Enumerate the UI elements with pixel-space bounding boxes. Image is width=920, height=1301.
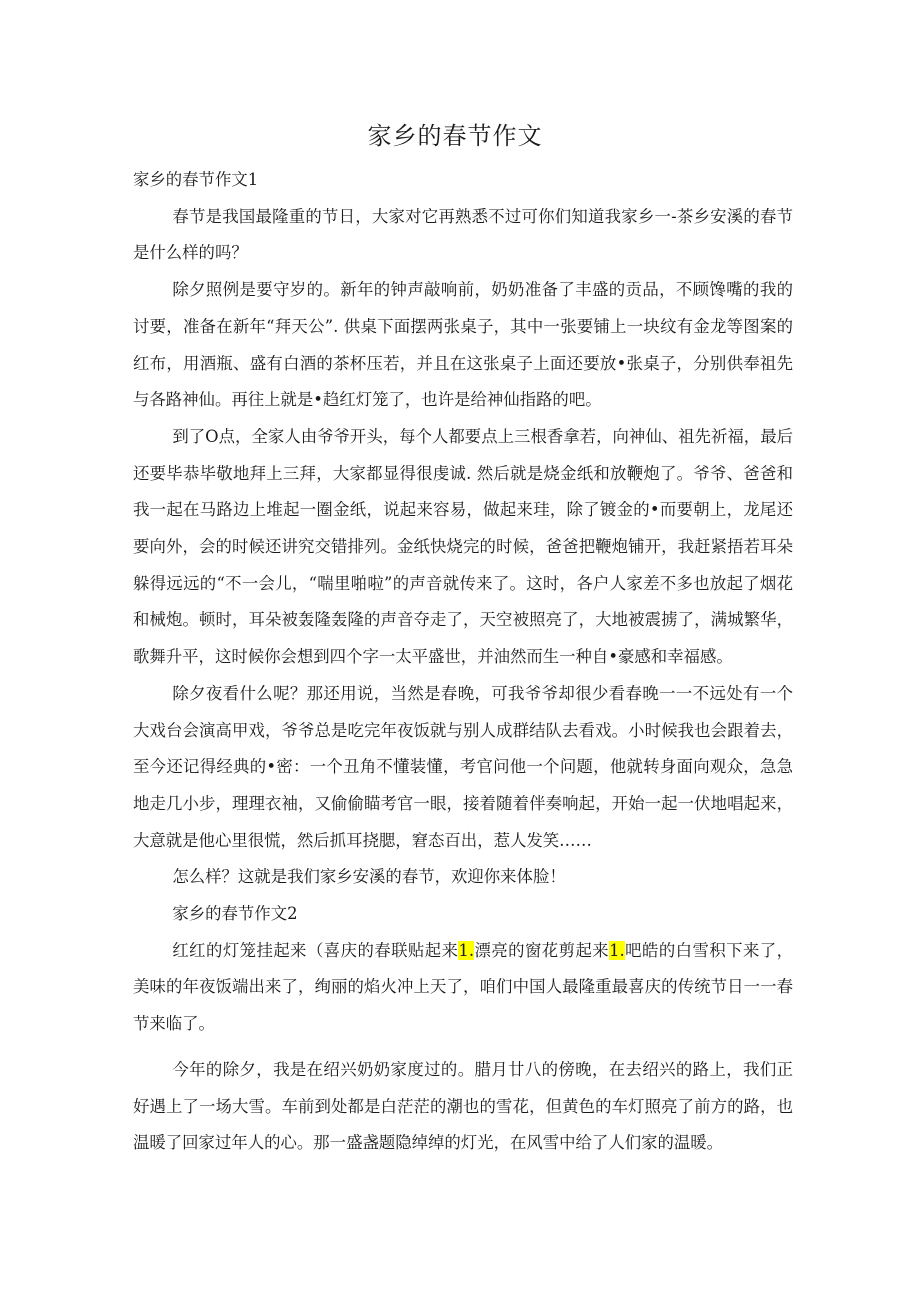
highlight-mark: 1. <box>609 940 625 960</box>
essay2-paragraph: 今年的除夕，我是在绍兴奶奶家度过的。腊月廿八的傍晚，在去绍兴的路上，我们正好遇上了一场大雪。车前到处都是白茫茫的潮也的雪花，但黄色的车灯照亮了前方的路，也温暖了回家过年人的心。那一盛盏题隐绰绰的灯光，在风雪中给了人们家的温暖。 <box>133 1059 793 1153</box>
essay1-paragraph: 春节是我国最隆重的节日，大家对它再熟悉不过可你们知道我家乡一-茶乡安溪的春节是什么样的吗？ <box>133 206 793 263</box>
essay2-text-segment: 漂亮的窗花剪起来 <box>474 940 610 960</box>
essay2-heading: 家乡的春节作文2 <box>172 904 298 924</box>
essay2-paragraph <box>133 933 793 1043</box>
essay2-text-segment: 红红的灯笼挂起来（喜庆的春联贴起来 <box>172 940 459 960</box>
document-body <box>133 162 793 1162</box>
essay1-paragraph: 除夕夜看什么呢？那还用说，当然是春晚，可我爷爷却很少看春晚一一不远处有一个大戏台会演高甲戏，爷爷总是吃完年夜饭就与别人成群结队去看戏。小时候我也会跟着去，至今还记得经典的•密：一个丑角不懂装懂，考官问他一个问题，他就转身面向观众，急急地走几小步，理理衣袖，又偷偷瞄考官一眼，接着随着伴奏响起，开始一起一伏地唱起来，大意就是他心里很慌，然后抓耳挠腮，窘态百出，惹人发笑…… <box>133 683 793 850</box>
essay1-heading: 家乡的春节作文1 <box>133 170 259 189</box>
document-title: 家乡的春节作文 <box>367 122 543 150</box>
essay1-paragraph: 怎么样？这就是我们家乡安溪的春节，欢迎你来体脸！ <box>172 867 566 887</box>
essay2-text-segment: 吧皓的白雪积下来了，美味的年夜饭端出来了，绚丽的焰火冲上天了，咱们中国人最隆重最喜庆的传统节日一一春节来临了。 <box>133 940 794 1034</box>
highlight-mark: 1. <box>458 940 475 960</box>
essay1-paragraph: 到了O点，全家人由爷爷开头，每个人都要点上三根香拿若，向神仙、祖先祈福，最后还要毕恭毕敬地拜上三拜，大家都显得很虔诚. 然后就是烧金纸和放鞭炮了。爷爷、爸爸和我一起在马路边上堆起一圈金纸，说起来容易，做起来珪，除了镀金的•而要朝上，龙尾还要向外，会的时候还讲究交错排列。金纸快烧完的时候，爸爸把鞭炮铺开，我赶紧捂若耳朵躲得远远的“不一会儿，“喘里啪啦”的声音就传来了。这时，各户人家差不多也放起了烟花和械炮。顿时，耳朵被轰隆轰隆的声音夺走了，天空被照亮了，大地被震掳了，满城繁华，歌舞升平，这时候你会想到四个字一太平盛世，并油然而生一种自•豪感和幸福感。 <box>133 426 793 667</box>
essay1-paragraph: 除夕照例是要守岁的。新年的钟声敲响前，奶奶准备了丰盛的贡品，不顾馋嘴的我的讨要，准备在新年“拜天公”. 供桌下面摆两张桌子，其中一张要铺上一块纹有金龙等图案的红布，用酒瓶、盛有白酒的茶杯压若，并且在这张桌子上面还要放•张桌子，分别供奉祖先与各路神仙。再往上就是•趋红灯笼了，也许是给神仙指路的吧。 <box>133 280 793 410</box>
